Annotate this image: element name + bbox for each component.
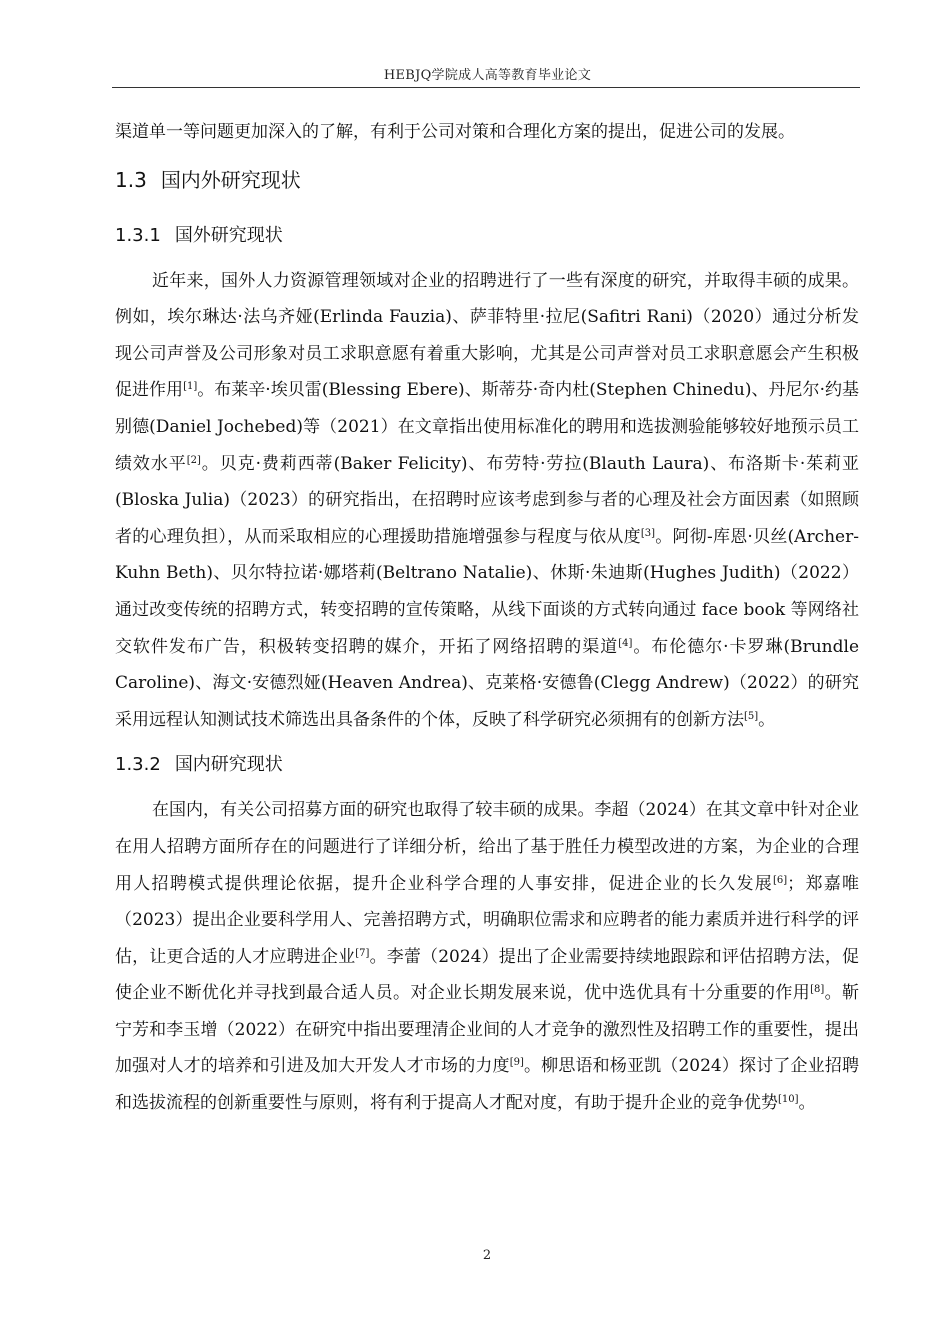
heading-number: 1.3.1 (115, 224, 161, 246)
citation-marker: [7] (355, 947, 370, 959)
paragraph-text: 渠道单一等问题更加深入的了解，有利于公司对策和合理化方案的提出，促进公司的发展。 (115, 122, 795, 142)
header-rule (112, 87, 860, 88)
body-paragraph (115, 263, 859, 739)
paragraph-text: 在国内，有关公司招募方面的研究也取得了较丰硕的成果。李超（2024）在其文章中针对企业在用人招聘方面所存在的问题进行了详细分析，给出了基于胜任力模型改进的方案，为企业的合理用人招聘模式提供理论依据，提升企业科学合理的人事安排，促进企业的长久发展 (115, 800, 859, 894)
paragraph-text: 。李蕾（2024）提出了企业需要持续地跟踪和评估招聘方法，促使企业不断优化并寻找到最合适人员。对企业长期发展来说，优中选优具有十分重要的作用 (115, 946, 860, 1004)
subsection-heading (115, 209, 859, 263)
section-heading (115, 151, 859, 209)
subsection-heading (115, 738, 859, 792)
page-number: 2 (482, 1248, 492, 1263)
citation-marker: [9] (509, 1057, 524, 1069)
body-paragraph (115, 792, 859, 1121)
paragraph-text: 。靳宁芳和李玉增（2022）在研究中指出要理清企业间的人才竞争的激烈性及招聘工作的重要性，提出加强对人才的培养和引进及加大开发人才市场的力度 (115, 983, 860, 1077)
heading-text: 国外研究现状 (174, 224, 283, 246)
citation-marker: [10] (778, 1094, 799, 1106)
page-content (115, 114, 859, 1122)
paragraph-text: 。布伦德尔·卡罗琳(Brundle Caroline)、海文·安德烈娅(Heaven Andrea)、克莱格·安德鲁(Clegg Andrew)（2022）的研究采用远程认知测试技术筛选出具备条件的个体，反映了科学研究必须拥有的创新方法 (115, 636, 859, 730)
heading-number: 1.3.2 (115, 754, 161, 776)
paragraph-text: 。柳思语和杨亚凯（2024）探讨了企业招聘和选拔流程的创新重要性与原则，将有利于提高人才配对度，有助于提升企业的竞争优势 (115, 1056, 860, 1114)
paragraph-text: 。贝克·费莉西蒂(Baker Felicity)、布劳特·劳拉(Blauth Laura)、布洛斯卡·茱莉亚(Bloska Julia)（2023）的研究指出，在招聘时应该考虑到参与者的心理及社会方面因素（如照顾者的心理负担），从而采取相应的心理援助措施增强参与程度与依从度 (115, 453, 860, 547)
citation-marker: [5] (744, 710, 759, 722)
citation-marker: [4] (618, 637, 633, 649)
body-paragraph (115, 114, 859, 151)
citation-marker: [3] (640, 527, 656, 539)
paragraph-text: 。布莱辛·埃贝雷(Blessing Ebere)、斯蒂芬·奇内杜(Stephen Chinedu)、丹尼尔·约基别德(Daniel Jochebed)等（2021）在文章指出使用标准化的聘用和选拔测验能够较好地预示员工绩效水平 (115, 380, 860, 474)
heading-text: 国内研究现状 (174, 754, 283, 776)
paragraph-text: 。阿彻-库恩·贝丝(Archer-Kuhn Beth)、贝尔特拉诺·娜塔莉(Beltrano Natalie)、休斯·朱迪斯(Hughes Judith)（2022）通过改变传统的招聘方式，转变招聘的宣传策略，从线下面谈的方式转向通过 face book 等网络社交软件发布广告，积极转变招聘的媒介，开拓了网络招聘的渠道 (115, 526, 859, 657)
heading-text: 国内外研究现状 (160, 167, 301, 192)
citation-marker: [8] (810, 984, 825, 996)
paragraph-text: 。 (798, 1093, 816, 1114)
page-header: HEBJQ学院成人高等教育毕业论文 (383, 68, 592, 83)
paragraph-text: ；郑嘉唯（2023）提出企业要科学用人、完善招聘方式，明确职位需求和应聘者的能力素质并进行科学的评估，让更合适的人才应聘进企业 (115, 873, 860, 967)
paragraph-text: 。 (758, 709, 776, 730)
paragraph-text: 近年来，国外人力资源管理领域对企业的招聘进行了一些有深度的研究，并取得丰硕的成果。例如，埃尔琳达·法乌齐娅(Erlinda Fauzia)、萨菲特里·拉尼(Safitri Rani)（2020）通过分析发现公司声誉及公司形象对员工求职意愿有着重大影响，尤其是公司声誉对员工求职意愿会产生积极促进作用 (115, 270, 859, 401)
citation-marker: [6] (773, 874, 788, 886)
heading-number: 1.3 (115, 167, 147, 192)
citation-marker: [1] (183, 381, 198, 393)
citation-marker: [2] (186, 454, 201, 466)
